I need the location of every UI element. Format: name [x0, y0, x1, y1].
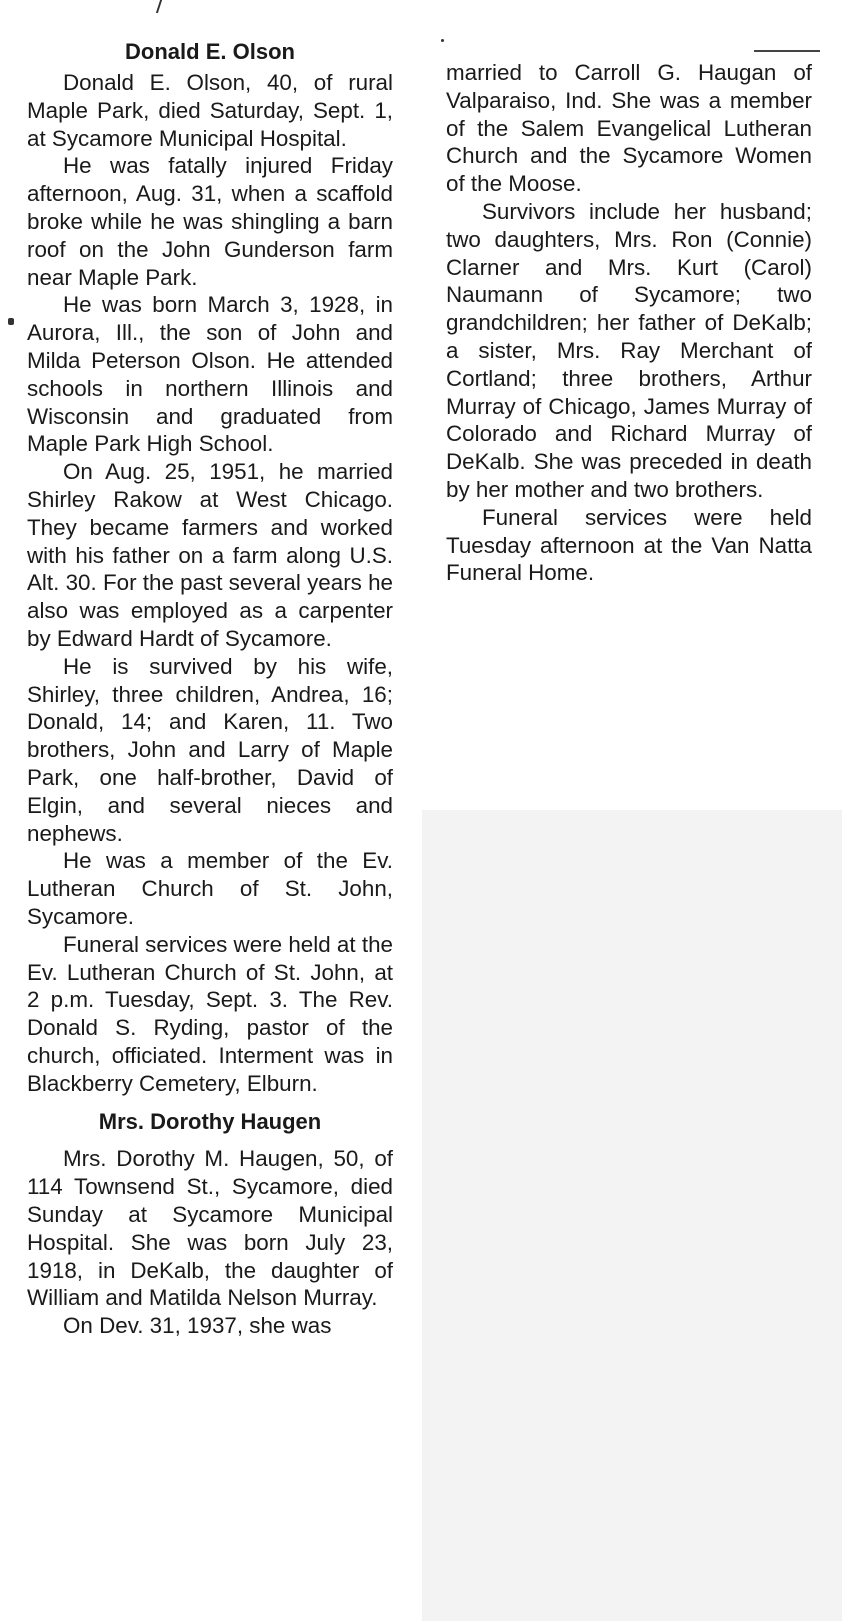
paragraph: He was a member of the Ev. Lutheran Church of St. John, Sycamore.	[27, 848, 393, 929]
stray-mark	[156, 0, 162, 13]
gray-background-block	[422, 810, 842, 1621]
paragraph: Donald E. Olson, 40, of rural Maple Park, died Saturday, Sept. 1, at Sycamore Municipal Hospital.	[27, 70, 393, 151]
obituary-headline-haugen: Mrs. Dorothy Haugen	[98, 1109, 322, 1135]
paragraph: Mrs. Dorothy M. Haugen, 50, of 114 Townsend St., Sycamore, died Sunday at Sycamore Municipal Hospital. She was born July 23, 1918, in DeKalb, the daughter of William and Matilda Nelson Murray.	[27, 1146, 393, 1311]
column-rule	[754, 50, 820, 52]
paragraph: On Aug. 25, 1951, he married Shirley Rakow at West Chicago. They became farmers and worked with his father on a farm along U.S. Alt. 30. For the past several years he also was employed as a carpenter by Edward Hardt of Sycamore.	[27, 459, 393, 651]
paragraph: married to Carroll G. Haugan of Valparaiso, Ind. She was a member of the Salem Evangelical Lutheran Church and the Sycamore Women of the Moose.	[446, 60, 812, 197]
paragraph: He was born March 3, 1928, in Aurora, Ill., the son of John and Milda Peterson Olson. He attended schools in northern Illinois and Wisconsin and graduated from Maple Park High School.	[27, 292, 393, 457]
right-column	[446, 59, 812, 587]
paragraph: He was fatally injured Friday afternoon, Aug. 31, when a scaffold broke while he was shingling a barn roof on the John Gunderson farm near Maple Park.	[27, 153, 393, 290]
paragraph: Survivors include her husband; two daughters, Mrs. Ron (Connie) Clarner and Mrs. Kurt (Carol) Naumann of Sycamore; two grandchildren; her father of DeKalb; a sister, Mrs. Ray Merchant of Cortland; three brothers, Arthur Murray of Chicago, James Murray of Colorado and Richard Murray of DeKalb. She was preceded in death by her mother and two brothers.	[446, 198, 812, 502]
paragraph: Funeral services were held at the Ev. Lutheran Church of St. John, at 2 p.m. Tuesday, Sept. 3. The Rev. Donald S. Ryding, pastor of the church, officiated. Interment was in Blackberry Cemetery, Elburn.	[27, 931, 393, 1096]
left-column	[27, 37, 393, 1340]
paragraph: He is survived by his wife, Shirley, three children, Andrea, 16; Donald, 14; and Karen, 11. Two brothers, John and Larry of Maple Park, one half-brother, David of Elgin, and several nieces and nephews.	[27, 653, 393, 846]
obituary-headline-olson: Donald E. Olson	[125, 39, 295, 64]
paragraph: On Dev. 31, 1937, she was	[63, 1313, 332, 1339]
paragraph: Funeral services were held Tuesday afternoon at the Van Natta Funeral Home.	[446, 504, 812, 586]
print-speck	[8, 318, 14, 325]
print-speck	[441, 39, 444, 42]
